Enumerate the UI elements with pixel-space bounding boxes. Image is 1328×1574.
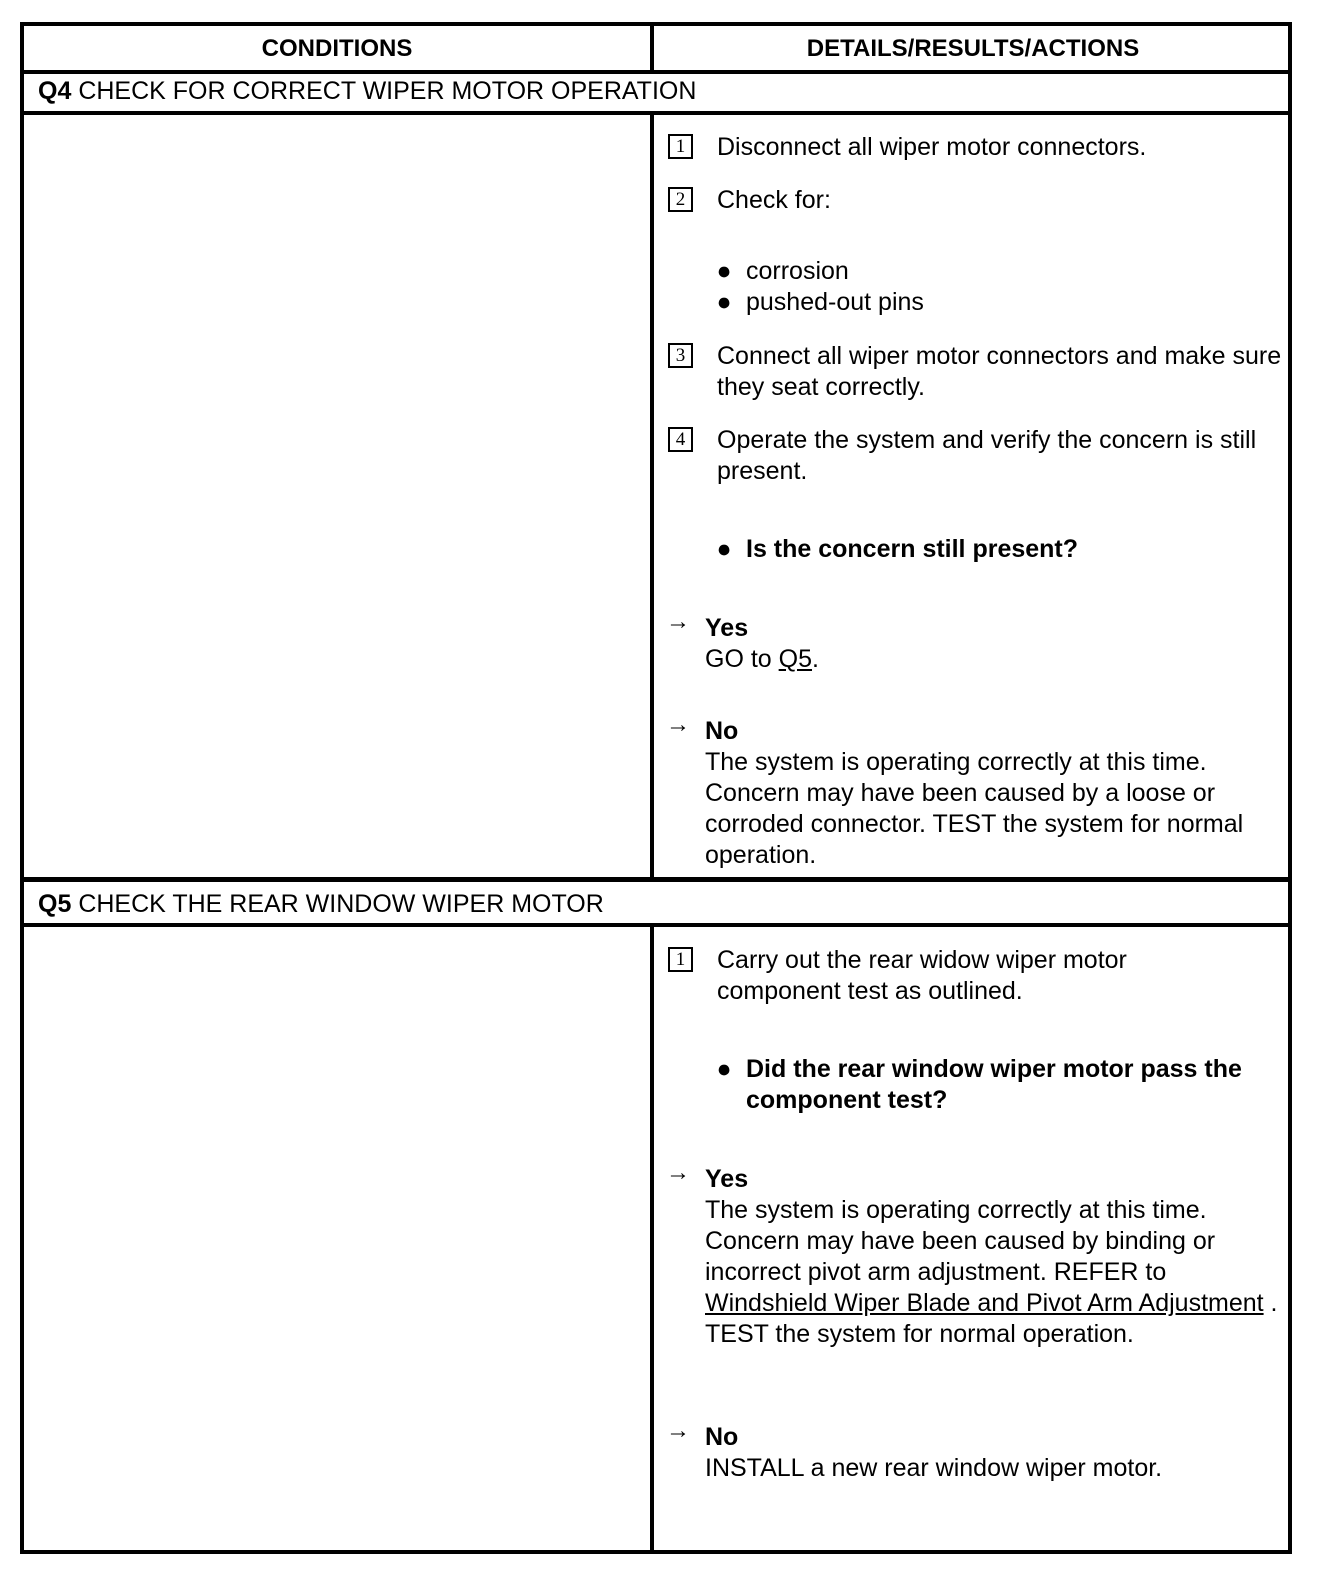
question-text: Is the concern still present? — [746, 535, 1079, 563]
q4-section-divider — [24, 877, 1288, 882]
q5-no-result — [705, 1422, 1285, 1484]
q4-yes-result — [705, 613, 1285, 675]
diagnostic-table — [20, 22, 1292, 1554]
step-number-box: 3 — [668, 343, 693, 368]
step-text: Disconnect all wiper motor connectors. — [717, 133, 1147, 161]
bullet-icon: ● — [716, 535, 732, 563]
arrow-right-icon: → — [666, 608, 690, 635]
arrow-right-icon: → — [666, 711, 690, 738]
q5-column-divider — [650, 923, 654, 1554]
q4-id: Q4 — [38, 77, 72, 105]
details-header: DETAILS/RESULTS/ACTIONS — [806, 35, 1140, 62]
q4-column-divider — [650, 111, 654, 882]
yes-text: The system is operating correctly at this time. Concern may have been caused by binding or incorrect pivot arm adjustment. REFER to — [705, 1196, 1216, 1286]
no-label: No — [705, 1423, 739, 1451]
check-item-text: pushed-out pins — [746, 288, 924, 316]
wiper-adjustment-link[interactable]: Windshield Wiper Blade and Pivot Arm Adjustment — [705, 1289, 1264, 1317]
no-text: INSTALL a new rear window wiper motor. — [705, 1454, 1163, 1482]
step-text: Operate the system and verify the concern is still present. — [717, 426, 1257, 485]
no-label: No — [705, 717, 739, 745]
q4-no-result — [705, 716, 1285, 871]
step-text: Carry out the rear widow wiper motor component test as outlined. — [717, 946, 1127, 1005]
step-text: Check for: — [717, 186, 831, 214]
conditions-header: CONDITIONS — [261, 35, 413, 62]
q5-id: Q5 — [38, 890, 72, 918]
step-number-box: 2 — [668, 187, 693, 212]
yes-label: Yes — [705, 614, 749, 642]
arrow-right-icon: → — [666, 1159, 690, 1186]
question-text: Did the rear window wiper motor pass the component test? — [746, 1055, 1242, 1114]
header-column-divider — [650, 26, 654, 74]
bullet-icon: ● — [716, 1055, 732, 1083]
q5-yes-result — [705, 1164, 1285, 1350]
q4-title-divider — [24, 111, 1288, 115]
q5-title — [38, 892, 604, 917]
bullet-icon: ● — [716, 288, 732, 316]
yes-text: GO to — [705, 645, 779, 673]
no-text: The system is operating correctly at this time. Concern may have been caused by a loose or corroded connector. TEST the system for normal operation. — [705, 748, 1244, 869]
arrow-right-icon: → — [666, 1417, 690, 1444]
q5-title-text: CHECK THE REAR WINDOW WIPER MOTOR — [78, 890, 604, 918]
q4-title-text: CHECK FOR CORRECT WIPER MOTOR OPERATION — [78, 77, 697, 105]
yes-text-end: . TEST the system for normal operation. — [705, 1289, 1278, 1348]
step-number-box: 1 — [668, 947, 693, 972]
check-item-text: corrosion — [746, 257, 849, 285]
step-number-box: 4 — [668, 427, 693, 452]
q5-title-divider — [24, 923, 1288, 927]
step-number-box: 1 — [668, 134, 693, 159]
bullet-icon: ● — [716, 257, 732, 285]
yes-text-end: . — [812, 645, 819, 673]
step-text: Connect all wiper motor connectors and make sure they seat correctly. — [717, 342, 1282, 401]
q4-title — [38, 79, 696, 104]
header-divider — [24, 70, 1288, 74]
q5-link[interactable]: Q5 — [778, 645, 812, 673]
yes-label: Yes — [705, 1165, 749, 1193]
